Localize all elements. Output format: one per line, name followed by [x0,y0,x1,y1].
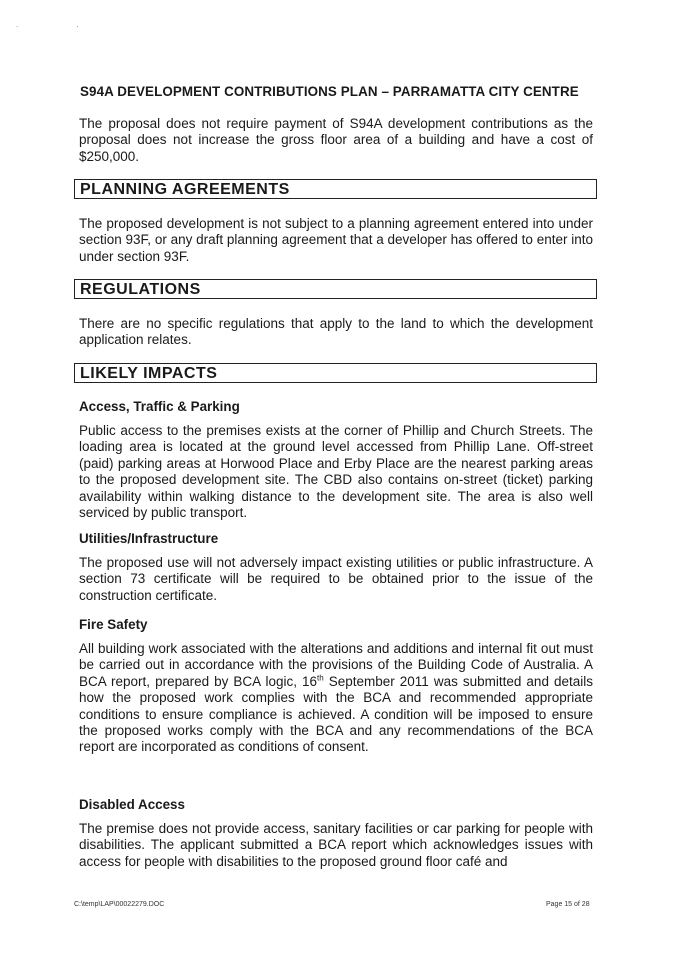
s94a-paragraph: The proposal does not require payment of S94A development contributions as the proposal does not increase the gross floor area of a building and have a cost of $250,000. [79,116,593,164]
footer-file-path: C:\temp\LAP\00022279.DOC [74,901,165,908]
access-traffic-parking-subheading: Access, Traffic & Parking [79,399,240,414]
ordinal-suffix: th [317,673,324,683]
likely-impacts-heading: LIKELY IMPACTS [80,365,218,382]
regulations-heading-box [74,279,597,299]
regulations-paragraph: There are no specific regulations that apply to the land to which the development application relates. [79,316,593,348]
planning-agreements-heading: PLANNING AGREEMENTS [80,181,290,198]
fire-safety-paragraph [79,641,593,756]
planning-agreements-heading-box [74,179,597,199]
disabled-access-subheading: Disabled Access [79,797,185,812]
access-traffic-parking-paragraph: Public access to the premises exists at the corner of Phillip and Church Streets. The loading area is located at the ground level accessed from Phillip Lane. Off-street (paid) parking areas at Horwood Place and Erby Place are the nearest parking areas to the proposed development site. The CBD also contains on-street (ticket) parking availability within walking distance to the development site. The area is also well serviced by public transport. [79,423,593,521]
disabled-access-paragraph: The premise does not provide access, sanitary facilities or car parking for people with disabilities. The applicant submitted a BCA report which acknowledges issues with access for people with disabilities to the proposed ground floor café and [79,821,593,869]
regulations-heading: REGULATIONS [80,281,201,298]
s94a-heading: S94A DEVELOPMENT CONTRIBUTIONS PLAN – PARRAMATTA CITY CENTRE [80,84,579,99]
planning-agreements-paragraph: The proposed development is not subject to a planning agreement entered into under section 93F, or any draft planning agreement that a developer has offered to enter into under section 93F. [79,216,593,264]
fire-safety-text-start: All building work associated with the alterations and additions and internal fit out must be carried out in accordance with the provisions of the Building Code of Australia. A BCA report, prepared by BCA logic, 16 [79,641,593,689]
footer-page-number: Page 15 of 28 [546,901,590,908]
utilities-paragraph: The proposed use will not adversely impact existing utilities or public infrastructure. A section 73 certificate will be required to be obtained prior to the issue of the construction certificate. [79,555,593,603]
fire-safety-subheading: Fire Safety [79,617,148,632]
likely-impacts-heading-box [74,363,597,383]
scan-specks: . . [16,20,107,29]
utilities-subheading: Utilities/Infrastructure [79,531,219,546]
fire-safety-text-end: September 2011 was submitted and details how the proposed work complies with the BCA and recommended appropriate conditions to ensure compliance is achieved. A condition will be imposed to ensure the proposed works comply with the BCA and any recommendations of the BCA report are incorporated as conditions of consent. [79,673,593,755]
